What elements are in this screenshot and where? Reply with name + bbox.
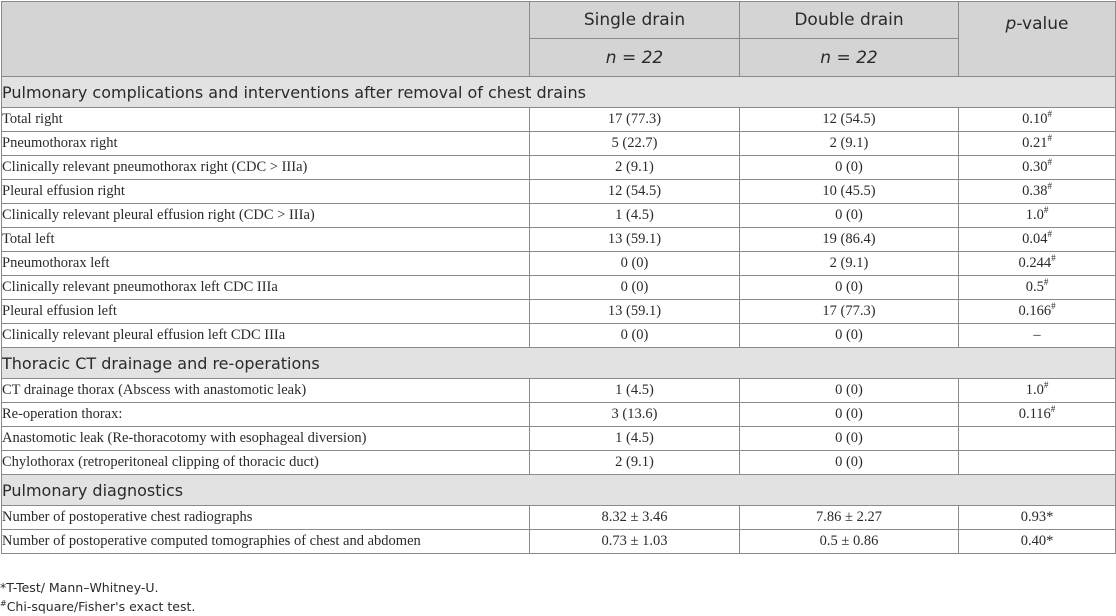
single-drain-value: 12 (54.5)	[530, 180, 740, 204]
test-footnote-mark: #	[1051, 253, 1056, 264]
row-label: Total right	[2, 108, 530, 132]
p-value: 0.40*	[1020, 533, 1054, 549]
single-drain-value: 1 (4.5)	[530, 379, 740, 403]
row-label: Re-operation thorax:	[2, 403, 530, 427]
test-footnote-mark: #	[1043, 277, 1049, 288]
table-row	[2, 379, 1116, 403]
single-drain-value: 13 (59.1)	[530, 300, 740, 324]
single-drain-value: 1 (4.5)	[530, 204, 740, 228]
table-row	[2, 228, 1116, 252]
row-label: Pleural effusion right	[2, 180, 530, 204]
row-label: Clinically relevant pleural effusion left CDC IIIa	[2, 324, 530, 348]
row-label: Pneumothorax right	[2, 132, 530, 156]
test-footnote-mark: #	[1050, 404, 1056, 415]
table-row	[2, 276, 1116, 300]
test-footnote-mark: #	[1047, 229, 1052, 240]
row-label: Number of postoperative computed tomographies of chest and abdomen	[2, 530, 530, 554]
p-value: –	[1033, 327, 1041, 343]
row-label: Pleural effusion left	[2, 300, 530, 324]
single-drain-value: 0 (0)	[530, 252, 740, 276]
row-label: Number of postoperative chest radiographs	[2, 506, 530, 530]
footnotes	[0, 578, 195, 616]
section-title: Thoracic CT drainage and re-operations	[2, 348, 1116, 379]
row-label: Total left	[2, 228, 530, 252]
double-drain-value: 0 (0)	[740, 427, 959, 451]
p-value-cell	[959, 132, 1116, 156]
table-row	[2, 108, 1116, 132]
p-value-cell	[959, 228, 1116, 252]
p-value: 0.04	[1022, 231, 1048, 247]
col-header-double-drain: Double drain	[740, 2, 959, 39]
double-drain-value: 0.5 ± 0.86	[740, 530, 959, 554]
p-value: 1.0	[1025, 207, 1044, 223]
section-title: Pulmonary complications and interventions after removal of chest drains	[2, 77, 1116, 108]
p-value: 0.244	[1018, 255, 1052, 271]
table-row	[2, 324, 1116, 348]
table-row	[2, 451, 1116, 475]
p-value-cell	[959, 300, 1116, 324]
test-footnote-mark: #	[1047, 133, 1052, 144]
table-row	[2, 156, 1116, 180]
p-value-cell	[959, 324, 1116, 348]
double-drain-value: 0 (0)	[740, 403, 959, 427]
single-drain-value: 1 (4.5)	[530, 427, 740, 451]
table-row	[2, 132, 1116, 156]
single-drain-value: 13 (59.1)	[530, 228, 740, 252]
double-drain-value: 0 (0)	[740, 379, 959, 403]
double-drain-value: 2 (9.1)	[740, 132, 959, 156]
test-footnote-mark: #	[1047, 181, 1052, 192]
row-label: Clinically relevant pneumothorax left CDC IIIa	[2, 276, 530, 300]
results-table	[1, 1, 1116, 554]
table-row	[2, 506, 1116, 530]
col-header-p-value	[959, 2, 1116, 77]
p-value: 1.0	[1025, 382, 1044, 398]
p-value-cell	[959, 451, 1116, 475]
test-footnote-mark: #	[1047, 109, 1052, 120]
p-value-italic-letter: p	[1005, 14, 1017, 34]
p-value-cell	[959, 252, 1116, 276]
footnote-chisquare-text: Chi-square/Fisher's exact test.	[6, 599, 196, 614]
row-label: Pneumothorax left	[2, 252, 530, 276]
p-value-cell	[959, 156, 1116, 180]
table-row	[2, 530, 1116, 554]
row-label: Chylothorax (retroperitoneal clipping of thoracic duct)	[2, 451, 530, 475]
single-drain-value: 3 (13.6)	[530, 403, 740, 427]
double-drain-value: 10 (45.5)	[740, 180, 959, 204]
p-value-cell	[959, 276, 1116, 300]
p-value: 0.116	[1018, 406, 1051, 422]
single-drain-value: 8.32 ± 3.46	[530, 506, 740, 530]
table-body	[2, 77, 1116, 554]
test-footnote-mark: #	[1043, 380, 1049, 391]
single-drain-value: 17 (77.3)	[530, 108, 740, 132]
double-drain-value: 19 (86.4)	[740, 228, 959, 252]
p-value-cell	[959, 379, 1116, 403]
table-row	[2, 403, 1116, 427]
single-drain-value: 0.73 ± 1.03	[530, 530, 740, 554]
single-drain-value: 5 (22.7)	[530, 132, 740, 156]
double-drain-value: 0 (0)	[740, 204, 959, 228]
p-value: 0.21	[1022, 135, 1048, 151]
test-footnote-mark: #	[1047, 157, 1052, 168]
section-header-row	[2, 77, 1116, 108]
footnote-chisquare	[0, 597, 195, 616]
single-drain-value: 2 (9.1)	[530, 156, 740, 180]
test-footnote-mark: #	[1051, 301, 1056, 312]
single-drain-value: 0 (0)	[530, 276, 740, 300]
section-header-row	[2, 475, 1116, 506]
double-drain-value: 12 (54.5)	[740, 108, 959, 132]
p-value-cell	[959, 506, 1116, 530]
p-value-cell	[959, 403, 1116, 427]
p-value: 0.10	[1022, 111, 1048, 127]
p-value-suffix: -value	[1016, 14, 1069, 34]
table-row	[2, 427, 1116, 451]
row-label: Anastomotic leak (Re-thoracotomy with esophageal diversion)	[2, 427, 530, 451]
row-label: CT drainage thorax (Abscess with anastomotic leak)	[2, 379, 530, 403]
single-drain-value: 0 (0)	[530, 324, 740, 348]
double-drain-value: 0 (0)	[740, 451, 959, 475]
section-header-row	[2, 348, 1116, 379]
p-value-cell	[959, 530, 1116, 554]
double-drain-value: 0 (0)	[740, 324, 959, 348]
test-footnote-mark: #	[1043, 205, 1049, 216]
double-drain-value: 0 (0)	[740, 276, 959, 300]
table-row	[2, 252, 1116, 276]
single-drain-value: 2 (9.1)	[530, 451, 740, 475]
p-value-cell	[959, 108, 1116, 132]
header-blank-cell	[2, 2, 530, 77]
section-title: Pulmonary diagnostics	[2, 475, 1116, 506]
col-header-n-single: n = 22	[530, 39, 740, 77]
double-drain-value: 17 (77.3)	[740, 300, 959, 324]
p-value: 0.38	[1022, 183, 1048, 199]
footnote-ttest: *T-Test/ Mann–Whitney-U.	[0, 580, 159, 595]
double-drain-value: 0 (0)	[740, 156, 959, 180]
footnote-hash-mark: #	[0, 598, 7, 608]
p-value-cell	[959, 180, 1116, 204]
col-header-single-drain: Single drain	[530, 2, 740, 39]
table-row	[2, 300, 1116, 324]
row-label: Clinically relevant pleural effusion right (CDC > IIIa)	[2, 204, 530, 228]
table-row	[2, 204, 1116, 228]
p-value: 0.166	[1018, 303, 1052, 319]
double-drain-value: 2 (9.1)	[740, 252, 959, 276]
p-value: 0.5	[1025, 279, 1044, 295]
p-value: 0.93*	[1020, 509, 1054, 525]
p-value: 0.30	[1022, 159, 1048, 175]
p-value-cell	[959, 204, 1116, 228]
double-drain-value: 7.86 ± 2.27	[740, 506, 959, 530]
col-header-n-double: n = 22	[740, 39, 959, 77]
p-value-cell	[959, 427, 1116, 451]
table-row	[2, 180, 1116, 204]
row-label: Clinically relevant pneumothorax right (CDC > IIIa)	[2, 156, 530, 180]
